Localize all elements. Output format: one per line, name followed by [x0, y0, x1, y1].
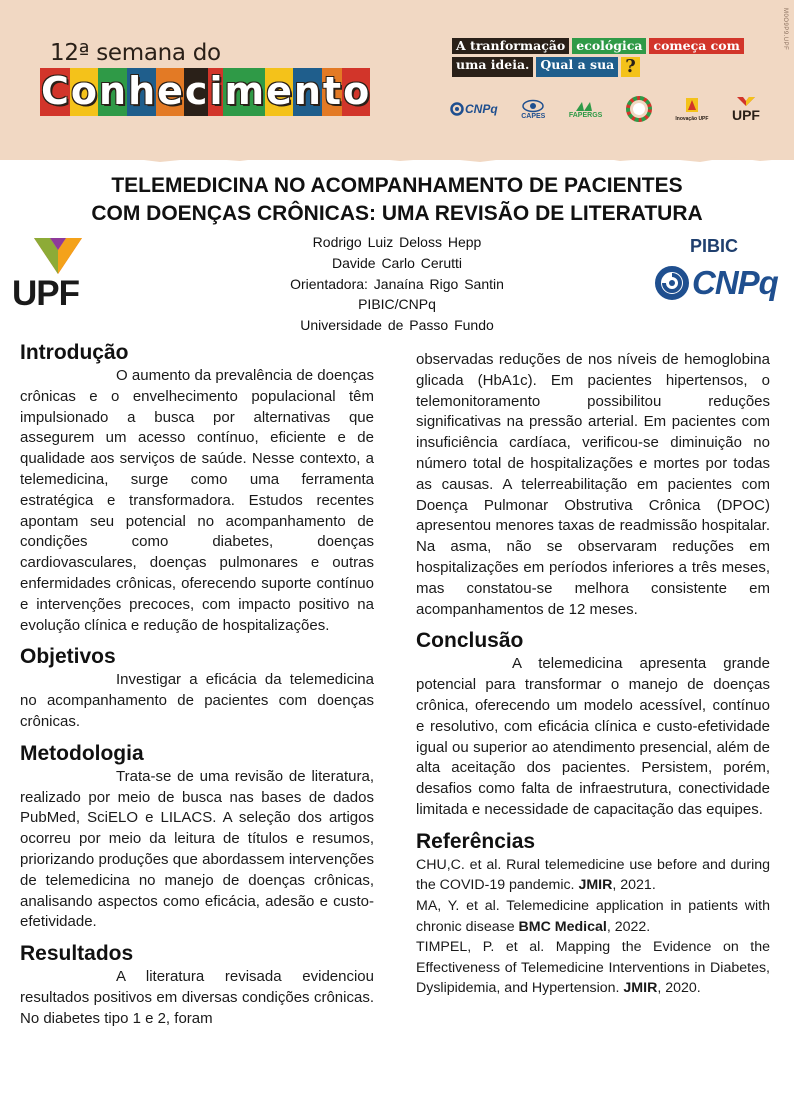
cnpq-logo-large: CNPq — [654, 264, 778, 302]
section-text-conclusao: A telemedicina apresenta grande potencial para transformar o manejo de doenças crônica, oferecendo um modelo acessível, contínuo e resolutivo, com eficácia clínica e custo-efetividade igual ou superior ao atendimento presencial, além de alta aceitação dos pacientes. Persistem, porém, desafios como falta de infraestrutura, conectividade limitada e necessidade de capacitação das equipes. — [416, 655, 770, 818]
event-letter: o — [342, 68, 370, 116]
author-name: Davide Carlo Cerutti — [331, 254, 463, 271]
side-code: M0O9P9.UPF — [782, 8, 788, 51]
section-text-objetivos: Investigar a eficácia da telemedicina no acompanhamento de pacientes com doenças crônicas. — [20, 671, 374, 730]
slogan-chip: Qual a sua — [536, 57, 618, 77]
section-heading-conclusao: Conclusão — [416, 629, 524, 653]
slogan-chip: começa com — [649, 38, 743, 54]
author-block — [230, 232, 564, 336]
slogan-chip: ecológica — [572, 38, 646, 54]
banner-torn-edge — [0, 150, 794, 168]
upf-small-logo: UPF — [732, 95, 760, 123]
capes-logo: CAPES — [521, 99, 545, 120]
reference-item: CHU,C. et al. Rural telemedicine use before and during the COVID-19 pandemic. JMIR, 2021. — [416, 856, 770, 894]
title-line: COM DOENÇAS CRÔNICAS: UMA REVISÃO DE LITERATURA — [91, 202, 703, 225]
pibic-label: PIBIC — [690, 236, 739, 256]
section-heading-metodologia: Metodologia — [20, 741, 144, 765]
section-heading-resultados: Resultados — [20, 942, 134, 966]
capes-eye-icon — [521, 99, 545, 113]
inovacao-logo: Inovação UPF — [675, 96, 708, 122]
section-text-resultados-cont: observadas reduções de nos níveis de hemoglobina glicada (HbA1c). Em pacientes hipertensos, o telemonitoramento possibilitou reduções significativas na pressão arterial. Em pacientes com insuficiência cardíaca, verificou-se diminuição no número total de hospitalizações e mortes por todas as causas. A telerreabilitação em pacientes com Doença Pulmonar Obstrutiva Crônica (DPOC) apresentou menores taxas de readmissão hospitalar. Na asma, não se observaram reduções em hospitalizações em períodos inferiores a três meses, mas constatou-se melhora consistente em acompanhamentos de 12 meses. — [416, 351, 770, 618]
event-letter: m — [223, 68, 265, 116]
upf-logo-text: UPF — [12, 274, 79, 313]
event-edition: 12ª semana do — [50, 40, 221, 66]
section-heading-introducao: Introdução — [20, 341, 129, 364]
event-letter: C — [40, 68, 70, 116]
event-letter: e — [265, 68, 293, 116]
title-line: TELEMEDICINA NO ACOMPANHAMENTO DE PACIENTES — [111, 174, 683, 197]
reference-item: TIMPEL, P. et al. Mapping the Evidence on the Effectiveness of Telemedicine Interventions in Diabetes, Dyslipidemia, and Hypertension. JMIR, 2020. — [416, 939, 770, 997]
program-name: PIBIC/CNPq — [358, 296, 436, 313]
cnpq-logo: CNPq — [450, 102, 498, 116]
section-text-resultados: A literatura revisada evidenciou resultados positivos em diversas condições crônicas. No diabetes tipo 1 e 2, foram — [20, 968, 374, 1027]
slogan-chip: ? — [621, 57, 640, 77]
event-letter: n — [293, 68, 322, 116]
advisor-name: Orientadora: Janaína Rigo Santin — [290, 275, 504, 292]
event-letter: i — [208, 68, 223, 116]
section-heading-objetivos: Objetivos — [20, 645, 116, 669]
upf-shield-logo — [12, 236, 104, 276]
event-letter: e — [156, 68, 184, 116]
fapergs-logo: FAPERGS — [569, 100, 602, 119]
poster-title — [0, 172, 794, 228]
ods-logo — [626, 96, 652, 122]
fapergs-leaf-icon — [574, 100, 598, 112]
ods-wheel-icon — [626, 96, 652, 122]
header-banner — [0, 0, 794, 160]
slogan-chip: uma ideia. — [452, 57, 533, 77]
inovacao-figure-icon — [684, 96, 700, 116]
reference-item: MA, Y. et al. Telemedicine application in patients with chronic disease BMC Medical, 2022. — [416, 897, 770, 935]
event-letter: c — [184, 68, 209, 116]
event-letter: n — [98, 68, 127, 116]
event-letter: t — [322, 68, 342, 116]
left-column — [20, 340, 374, 1030]
sponsor-logos — [450, 92, 760, 126]
event-slogan — [452, 38, 752, 80]
event-letter: h — [127, 68, 156, 116]
right-column — [416, 350, 770, 999]
section-text-metodologia: Trata-se de uma revisão de literatura, realizado por meio de busca nas bases de dados PubMed, SciELO e LILACS. A seleção dos artigos ocorreu por meio da leitura de títulos e resumos, priorizando produções que abordassem intervenções de telemedicina no manejo de doenças crônicas, analisando aspectos como eficácia, adesão e custo-efetividade. — [20, 767, 374, 931]
institution-name: Universidade de Passo Fundo — [300, 317, 494, 334]
event-letter: o — [70, 68, 98, 116]
cnpq-swirl-icon — [654, 265, 690, 301]
slogan-chip: A tranformação — [452, 38, 569, 54]
upf-shield-icon — [735, 95, 757, 107]
section-text-introducao: O aumento da prevalência de doenças crônicas e o envelhecimento populacional têm impulsionado a busca por alternativas que assegurem um acesso contínuo, eficiente e de qualidade aos serviços de saúde. Nesse contexto, a telemedicina, surge como uma ferramenta estratégica e transformadora. Estudos recentes apontam seu potencial no acompanhamento de condições como diabetes, doenças cardiovasculares, doenças pulmonares e outras enfermidades crônicas, oferecendo suporte contínuo e intervenções precoces, com impacto positivo na evolução clínica e redução de hospitalizações. — [20, 367, 374, 634]
section-heading-referencias: Referências — [416, 829, 536, 853]
cnpq-swirl-icon — [450, 102, 464, 116]
event-logo-word — [40, 68, 370, 116]
author-name: Rodrigo Luiz Deloss Hepp — [312, 234, 482, 250]
